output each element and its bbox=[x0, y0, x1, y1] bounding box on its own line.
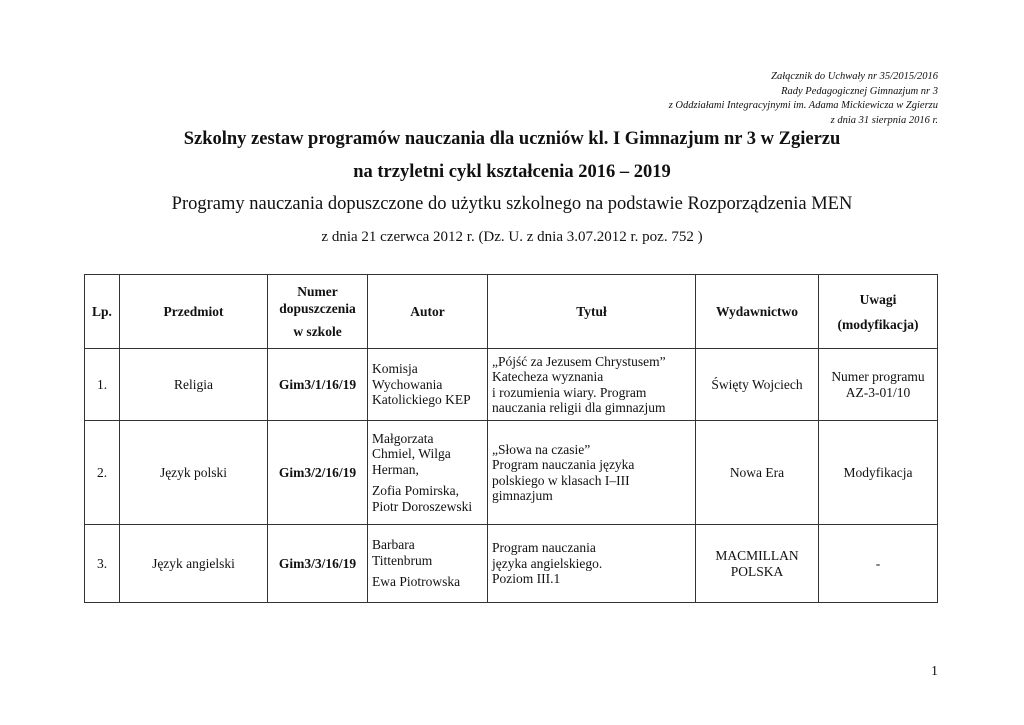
note-line: z Oddziałami Integracyjnymi im. Adama Mickiewicza w Zgierzu bbox=[668, 100, 938, 111]
cell-lp: 3. bbox=[85, 525, 120, 603]
header-uwagi bbox=[819, 275, 938, 349]
autor-line: Zofia Pomirska, bbox=[372, 483, 459, 499]
cell-uwagi bbox=[819, 421, 938, 525]
tytul-line: i rozumienia wiary. Program bbox=[492, 384, 647, 400]
header-numer-line: dopuszczenia bbox=[279, 301, 356, 316]
cell-autor bbox=[368, 525, 488, 603]
autor-line: Wychowania bbox=[372, 376, 443, 392]
document-title-cycle: na trzyletni cykl kształcenia 2016 – 2019 bbox=[353, 162, 671, 182]
cell-lp: 1. bbox=[85, 349, 120, 421]
header-numer-line: w szkole bbox=[293, 324, 342, 339]
header-wydawnictwo: Wydawnictwo bbox=[696, 275, 819, 349]
cell-numer: Gim3/3/16/19 bbox=[268, 525, 368, 603]
programs-table bbox=[84, 274, 938, 603]
cell-tytul bbox=[488, 421, 696, 525]
cell-wydawnictwo: Święty Wojciech bbox=[696, 349, 819, 421]
document-title: Szkolny zestaw programów nauczania dla uczniów kl. I Gimnazjum nr 3 w Zgierzu bbox=[183, 129, 841, 149]
tytul-line: Katecheza wyznania bbox=[492, 369, 604, 384]
cell-wydawnictwo: Nowa Era bbox=[696, 421, 819, 525]
uwagi-line: AZ-3-01/10 bbox=[845, 384, 911, 400]
tytul-line: Poziom III.1 bbox=[492, 571, 561, 587]
header-tytul: Tytuł bbox=[488, 275, 696, 349]
uwagi-line: Numer programu bbox=[831, 368, 925, 384]
cell-numer: Gim3/1/16/19 bbox=[268, 349, 368, 421]
autor-line: Chmiel, Wilga bbox=[372, 446, 451, 462]
tytul-line: „Słowa na czasie” bbox=[492, 441, 591, 457]
tytul-line: Program nauczania bbox=[492, 540, 596, 556]
cell-tytul bbox=[488, 349, 696, 421]
cell-uwagi bbox=[819, 525, 938, 603]
page-number: 1 bbox=[931, 664, 938, 679]
cell-tytul bbox=[488, 525, 696, 603]
note-line: Rady Pedagogicznej Gimnazjum nr 3 bbox=[781, 85, 938, 97]
tytul-line: gimnazjum bbox=[492, 488, 553, 503]
table-row bbox=[85, 421, 938, 525]
cell-przedmiot: Język angielski bbox=[120, 525, 268, 603]
note-line: z dnia 31 sierpnia 2016 r. bbox=[830, 114, 938, 126]
uwagi-line: Modyfikacja bbox=[843, 464, 913, 480]
note-line: Załącznik do Uchwały nr 35/2015/2016 bbox=[771, 71, 938, 82]
uwagi-line: - bbox=[875, 555, 881, 571]
tytul-line: polskiego w klasach I–III bbox=[492, 472, 630, 488]
header-numer-line: Numer bbox=[297, 284, 338, 299]
cell-uwagi bbox=[819, 349, 938, 421]
tytul-line: nauczania religii dla gimnazjum bbox=[492, 400, 666, 415]
table-row bbox=[85, 349, 938, 421]
tytul-line: języka angielskiego. bbox=[492, 555, 603, 571]
header-uwagi-line: Uwagi bbox=[859, 291, 897, 307]
header-lp: Lp. bbox=[85, 275, 120, 349]
autor-line: Katolickiego KEP bbox=[372, 392, 471, 408]
cell-numer: Gim3/2/16/19 bbox=[268, 421, 368, 525]
document-legal-reference: z dnia 21 czerwca 2012 r. (Dz. U. z dnia 3.07.2012 r. poz. 752 ) bbox=[321, 229, 703, 245]
autor-line: Tittenbrum bbox=[372, 552, 433, 568]
document-subtitle: Programy nauczania dopuszczone do użytku szkolnego na podstawie Rozporządzenia MEN bbox=[171, 194, 853, 214]
header-autor: Autor bbox=[368, 275, 488, 349]
table-row bbox=[85, 525, 938, 603]
autor-line: Komisja bbox=[372, 361, 418, 377]
attachment-note bbox=[669, 70, 938, 128]
cell-autor bbox=[368, 349, 488, 421]
wydawnictwo-line: MACMILLAN bbox=[715, 547, 799, 563]
autor-line: Barbara bbox=[372, 537, 415, 553]
cell-autor bbox=[368, 421, 488, 525]
autor-line: Małgorzata bbox=[372, 430, 434, 446]
cell-wydawnictwo bbox=[696, 525, 819, 603]
autor-line: Piotr Doroszewski bbox=[372, 498, 473, 514]
header-przedmiot: Przedmiot bbox=[120, 275, 268, 349]
cell-lp: 2. bbox=[85, 421, 120, 525]
wydawnictwo-line: POLSKA bbox=[730, 563, 784, 579]
autor-line: Ewa Piotrowska bbox=[372, 574, 461, 590]
tytul-line: Program nauczania języka bbox=[492, 457, 635, 472]
cell-przedmiot: Język polski bbox=[120, 421, 268, 525]
header-numer bbox=[268, 275, 368, 349]
cell-przedmiot: Religia bbox=[120, 349, 268, 421]
table-header-row bbox=[85, 275, 938, 349]
autor-line: Herman, bbox=[372, 461, 419, 477]
header-uwagi-line: (modyfikacja) bbox=[837, 316, 919, 332]
tytul-line: „Pójść za Jezusem Chrystusem” bbox=[492, 353, 666, 369]
